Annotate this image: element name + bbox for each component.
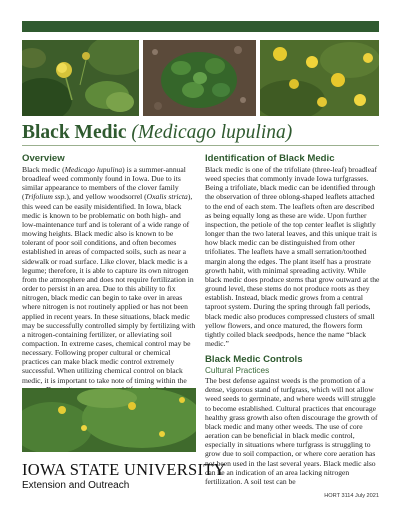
- black-medic-flower-photo: [22, 40, 139, 116]
- right-column: [205, 153, 380, 486]
- black-medic-in-turf-photo: [22, 388, 196, 452]
- university-logo: IOWA STATE UNIVERSITY: [22, 460, 226, 479]
- identification-heading: Identification of Black Medic: [205, 153, 335, 164]
- overview-paragraph: Black medic (Medicago lupulina) is a summer-annual broadleaf weed commonly found in Iowa. Due to its similar appearance to members of the clover family (Trifolium ssp.), and yellow woodsorrel (Oxalis stricta), this weed can be easily misidentified. In Iowa, black medic is known to be problematic on both high- and low-maintenance turf and is tolerant of a wide range of mowing heights. Black medic also is known to be tolerant of poor soil conditions, and often becomes established in areas of compacted soils, such as near a sidewalk or road surface. Like clover, black medic is a legume; therefore, it is able to capture its own nitrogen from the atmosphere and does not require fertilization in order to persist in an area. Due to this ability to fix nitrogen, black medic can begin to take over in areas where nitrogen is not routinely applied or has not been applied in recent years. In these situations, black medic may be successfully controlled simply by fertilizing with a nitrogen-containing fertilizer, or alleviating soil compaction. In extreme cases, chemical control may be necessary. Following proper cultural or chemical practices can make black medic control extremely successful. When utilizing chemical control on black medic, it is important to take note of timing within the: [22, 165, 196, 385]
- page-title: [22, 122, 382, 144]
- title-common-name: Black Medic: [22, 122, 127, 143]
- title-divider: [22, 145, 379, 146]
- header-bar: [22, 21, 379, 32]
- left-column: [22, 153, 196, 412]
- controls-heading: Black Medic Controls: [205, 354, 303, 366]
- document-id: HORT 3114 July 2021: [324, 493, 379, 499]
- black-medic-rosette-photo: [143, 40, 256, 116]
- cultural-practices-paragraph: The best defense against weeds is the promotion of a dense, vigorous stand of turfgrass, which will not allow weed seeds to germinate, and where weeds will struggle to become established. Cultural practices that encourage healthy grass growth also often discourage the growth of black medic and many other weeds. The use of core aeration can be beneficial in black medic control, especially in situations where turfgrass is struggling to grow due to soil compaction, or where core aeration has not been used in the last several years. Black medic also can be an indication of an area lacking nitrogen fertilization. A soil test can be: [205, 376, 378, 486]
- overview-heading: Overview: [22, 153, 65, 164]
- identification-paragraph: Black medic is one of the trifoliate (three-leaf) broadleaf weed species that commonly invade Iowa turfgrasses. Being a trifoliate, black medic can be identified through the observation of three oblong-shaped leaflets attached to the end of each stem. The leaflets often are described as being equally long as these are wide. Upon further inspection, the petiole of the top center leaflet is slightly longer than the two lateral leaves, and this unique trait is how black medic can be distinguished from other trifoliates. The leaflets have a small serration/toothed margin along the edges. The plant itself has a prostrate growth habit, with minimal spreading activity. While black medic does produce stems that grow outward at the ground level, these stems do not produce roots as they establish. Instead, black medic grows from a central taproot system. During the spring through fall periods, black medic also produces compressed clusters of small yellow flowers, and once matured, the flowers form tightly coiled black seedpods, hence the name “black medic.”: [205, 165, 380, 348]
- title-scientific-name: (Medicago lupulina): [131, 122, 293, 143]
- cultural-practices-subheading: Cultural Practices: [205, 366, 270, 376]
- extension-label: Extension and Outreach: [22, 480, 130, 491]
- black-medic-yellow-flowers-photo: [260, 40, 379, 116]
